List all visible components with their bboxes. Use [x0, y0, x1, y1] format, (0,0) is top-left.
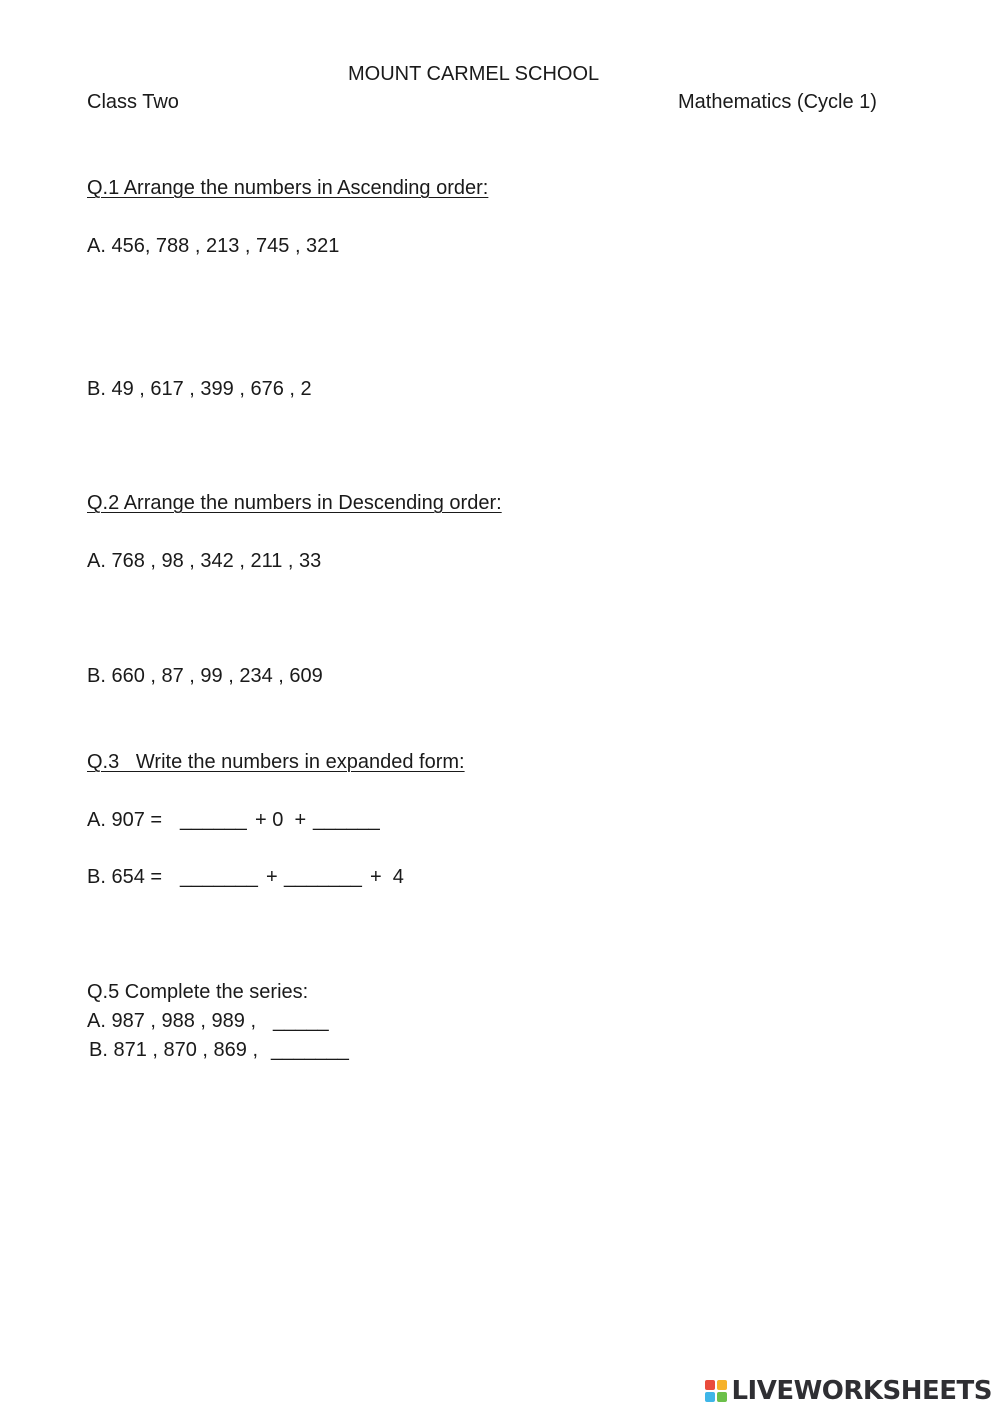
q5-part-b-text: B. 871 , 870 , 869 , [89, 1039, 259, 1061]
q1-title: Q.1 Arrange the numbers in Ascending order: [87, 177, 489, 199]
q3-part-b-end: + 4 [370, 866, 404, 888]
q2-part-b: B. 660 , 87 , 99 , 234 , 609 [87, 665, 323, 687]
subject-label: Mathematics (Cycle 1) [678, 91, 877, 113]
class-label: Class Two [87, 91, 179, 113]
q5-part-a-blank[interactable]: _____ [273, 1010, 329, 1032]
q3-part-b-middle: + [266, 866, 278, 888]
logo-tile-red [705, 1380, 715, 1390]
q5-title: Q.5 Complete the series: [87, 981, 309, 1003]
q3-part-a-blank-1[interactable]: ______ [180, 809, 247, 831]
q5-part-b-blank[interactable]: _______ [271, 1039, 349, 1061]
liveworksheets-logo[interactable] [705, 1376, 992, 1406]
liveworksheets-wordmark: LIVEWORKSHEETS [731, 1376, 992, 1406]
q3-part-a-blank-2[interactable]: ______ [313, 809, 380, 831]
q2-title: Q.2 Arrange the numbers in Descending order: [87, 492, 502, 514]
q5-part-a-text: A. 987 , 988 , 989 , [87, 1010, 257, 1032]
q1-part-b: B. 49 , 617 , 399 , 676 , 2 [87, 378, 312, 400]
logo-tile-green [717, 1392, 727, 1402]
q3-part-b-blank-2[interactable]: _______ [284, 866, 362, 888]
logo-tile-yellow [717, 1380, 727, 1390]
liveworksheets-logo-icon [705, 1380, 727, 1402]
q2-part-a: A. 768 , 98 , 342 , 211 , 33 [87, 550, 322, 572]
q3-part-b-label: B. 654 = [87, 866, 163, 888]
q3-part-b-blank-1[interactable]: _______ [180, 866, 258, 888]
logo-tile-blue [705, 1392, 715, 1402]
q3-part-a-middle: + 0 + [255, 809, 307, 831]
q3-part-a-label: A. 907 = [87, 809, 163, 831]
school-title: MOUNT CARMEL SCHOOL [348, 63, 600, 85]
q1-part-a: A. 456, 788 , 213 , 745 , 321 [87, 235, 340, 257]
q3-title: Q.3 Write the numbers in expanded form: [87, 751, 465, 773]
